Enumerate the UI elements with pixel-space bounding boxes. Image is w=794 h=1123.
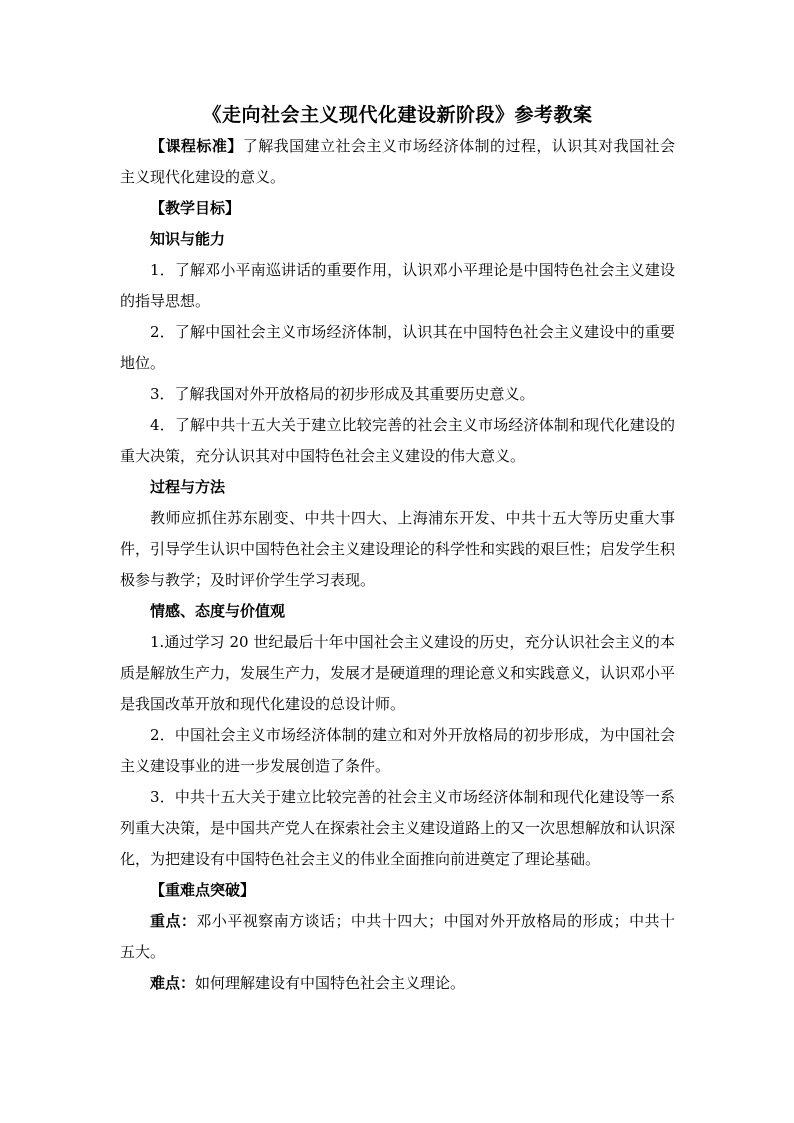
course-standard-paragraph — [120, 131, 675, 193]
emotion-item: 1.通过学习 20 世纪最后十年中国社会主义建设的历史，充分认识社会主义的本质是解放生产力，发展生产力，发展才是硬道理的理论意义和实践意义，认识邓小平是我国改革开放和现代化建设的总设计师。 — [120, 633, 676, 713]
emotion-item: 3．中共十五大关于建立比较完善的社会主义市场经济体制和现代化建设等一系列重大决策，是中国共产党人在探索社会主义建设道路上的又一次思想解放和认识深化，为把建设有中国特色社会主义的伟业全面推向前进奠定了理论基础。 — [120, 788, 676, 868]
hard-point-text: 如何理解建设有中国特色社会主义理论。 — [195, 974, 466, 992]
key-point-paragraph — [120, 906, 675, 968]
knowledge-item: 4．了解中共十五大关于建立比较完善的社会主义市场经济体制和现代化建设的重大决策，充分认识其对中国特色社会主义建设的伟大意义。 — [120, 416, 675, 465]
course-standard-label: 【课程标准】 — [150, 137, 243, 155]
difficulty-heading: 【重难点突破】 — [150, 881, 256, 899]
knowledge-item: 1．了解邓小平南巡讲话的重要作用，认识邓小平理论是中国特色社会主义建设的指导思想。 — [120, 261, 675, 310]
knowledge-heading: 知识与能力 — [150, 230, 226, 248]
process-text: 教师应抓住苏东剧变、中共十四大、上海浦东开发、中共十五大等历史重大事件，引导学生认识中国特色社会主义建设理论的科学性和实践的艰巨性；启发学生积极参与教学；及时评价学生学习表现。 — [120, 509, 676, 589]
key-point-label: 重点： — [150, 912, 197, 930]
emotion-heading: 情感、态度与价值观 — [150, 602, 286, 620]
course-standard-text: 了解我国建立社会主义市场经济体制的过程，认识其对我国社会主义现代化建设的意义。 — [120, 137, 675, 186]
process-heading: 过程与方法 — [150, 478, 226, 496]
document-title: 《走向社会主义现代化建设新阶段》参考教案 — [202, 104, 593, 126]
knowledge-item: 3．了解我国对外开放格局的初步形成及其重要历史意义。 — [150, 385, 535, 403]
hard-point-paragraph — [120, 968, 675, 999]
teaching-goals-heading: 【教学目标】 — [150, 199, 241, 217]
knowledge-item: 2．了解中国社会主义市场经济体制，认识其在中国特色社会主义建设中的重要地位。 — [120, 323, 675, 372]
emotion-item: 2．中国社会主义市场经济体制的建立和对外开放格局的初步形成，为中国社会主义建设事业的进一步发展创造了条件。 — [120, 726, 675, 775]
key-point-text: 邓小平视察南方谈话；中共十四大；中国对外开放格局的形成；中共十五大。 — [120, 912, 675, 961]
document-page — [120, 100, 675, 999]
hard-point-label: 难点： — [150, 974, 196, 992]
